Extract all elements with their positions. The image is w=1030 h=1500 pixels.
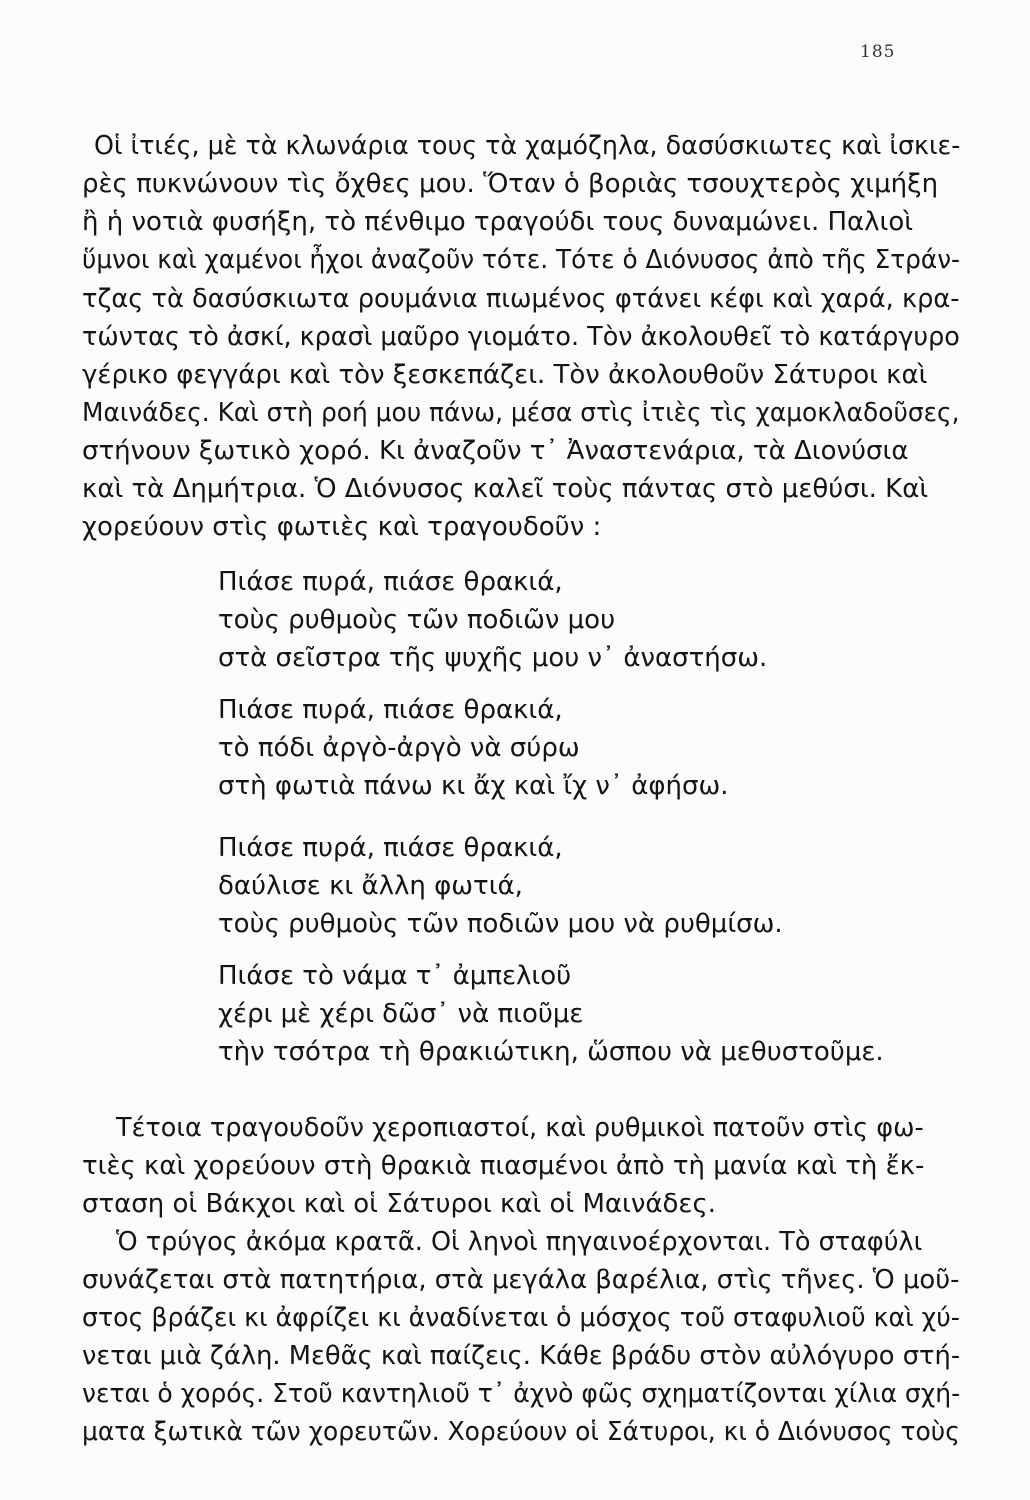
paragraph-line: Μαινάδες. Καὶ στὴ ροή μου πάνω, μέσα στὶς ἰτιὲς τὶς χαμοκλαδοῦσες, [82, 398, 960, 428]
poem-line: τὸ πόδι ἀργὸ-ἀργὸ νὰ σύρω [218, 733, 580, 763]
poem-line: στὰ σεῖστρα τῆς ψυχῆς μου ν᾽ ἀναστήσω. [218, 643, 768, 673]
paragraph-line: νεται ὁ χορός. Στοῦ καντηλιοῦ τ᾽ ἀχνὸ φῶς σχηματίζονται χίλια σχή- [82, 1379, 961, 1409]
poem-line: τοὺς ρυθμοὺς τῶν ποδιῶν μου νὰ ρυθμίσω. [218, 909, 783, 939]
poem-line: στὴ φωτιὰ πάνω κι ἄχ καὶ ἴχ ν᾽ ἀφήσω. [218, 771, 729, 801]
paragraph-line: καὶ τὰ Δημήτρια. Ὁ Διόνυσος καλεῖ τοὺς πάντας στὸ μεθύσι. Καὶ [82, 474, 929, 504]
paragraph-line: Οἱ ἰτιές, μὲ τὰ κλωνάρια τους τὰ χαμόζηλα, δασύσκιωτες καὶ ἰσκιε- [94, 131, 961, 161]
poem-line: χέρι μὲ χέρι δῶσ᾽ νὰ πιοῦμε [218, 999, 584, 1029]
paragraph-line: ὕμνοι καὶ χαμένοι ἦχοι ἀναζοῦν τότε. Τότε ὁ Διόνυσος ἀπὸ τῆς Στράν- [82, 245, 960, 275]
poem-line: Πιάσε πυρά, πιάσε θρακιά, [218, 833, 563, 863]
poem-line: τοὺς ρυθμοὺς τῶν ποδιῶν μου [218, 605, 616, 635]
poem-line: Πιάσε πυρά, πιάσε θρακιά, [218, 695, 563, 725]
paragraph-line: τιὲς καὶ χορεύουν στὴ θρακιὰ πιασμένοι ἀπὸ τὴ μανία καὶ τὴ ἔκ- [82, 1151, 925, 1181]
paragraph-line: γέρικο φεγγάρι καὶ τὸν ξεσκεπάζει. Τὸν ἀκολουθοῦν Σάτυροι καὶ [82, 360, 928, 390]
poem-line: δαύλισε κι ἄλλη φωτιά, [218, 871, 523, 901]
poem-line: Πιάσε πυρά, πιάσε θρακιά, [218, 567, 563, 597]
paragraph-line: τζας τὰ δασύσκιωτα ρουμάνια πιωμένος φτάνει κέφι καὶ χαρά, κρα- [82, 284, 960, 314]
paragraph-line: Τέτοια τραγουδοῦν χεροπιαστοί, καὶ ρυθμικοὶ πατοῦν στὶς φω- [116, 1113, 924, 1143]
paragraph-line: συνάζεται στὰ πατητήρια, στὰ μεγάλα βαρέλια, στὶς τῆνες. Ὁ μοῦ- [82, 1265, 960, 1295]
poem-line: τὴν τσότρα τὴ θρακιώτικη, ὥσπου νὰ μεθυστοῦμε. [218, 1037, 884, 1067]
paragraph-line: ματα ξωτικὰ τῶν χορευτῶν. Χορεύουν οἱ Σάτυροι, κι ὁ Διόνυσος τοὺς [82, 1417, 960, 1447]
paragraph-line: στος βράζει κι ἀφρίζει κι ἀναδίνεται ὁ μόσχος τοῦ σταφυλιοῦ καὶ χύ- [82, 1303, 960, 1333]
paragraph-line: τώντας τὸ ἀσκί, κρασὶ μαῦρο γιομάτο. Τὸν ἀκολουθεῖ τὸ κατάργυρο [82, 322, 960, 352]
paragraph-line: σταση οἱ Βάκχοι καὶ οἱ Σάτυροι καὶ οἱ Μαινάδες. [82, 1189, 716, 1219]
paragraph-line: ρὲς πυκνώνουν τὶς ὄχθες μου. Ὅταν ὁ βοριὰς τσουχτερὸς χιμήξη [82, 169, 939, 199]
page-number: 185 [860, 42, 896, 62]
paragraph-line: νεται μιὰ ζάλη. Μεθᾶς καὶ παίζεις. Κάθε βράδυ στὸν αὐλόγυρο στή- [82, 1341, 961, 1371]
paragraph-line: στήνουν ξωτικὸ χορό. Κι ἀναζοῦν τ᾽ Ἀναστενάρια, τὰ Διονύσια [82, 436, 909, 466]
paragraph-line: Ὁ τρύγος ἀκόμα κρατᾶ. Οἱ ληνοὶ πηγαινοέρχονται. Τὸ σταφύλι [116, 1227, 923, 1257]
poem-line: Πιάσε τὸ νάμα τ᾽ ἀμπελιοῦ [218, 961, 572, 991]
paragraph-line: χορεύουν στὶς φωτιὲς καὶ τραγουδοῦν : [82, 512, 602, 542]
paragraph-line: ἢ ἡ νοτιὰ φυσήξη, τὸ πένθιμο τραγούδι τους δυναμώνει. Παλιοὶ [82, 207, 914, 237]
